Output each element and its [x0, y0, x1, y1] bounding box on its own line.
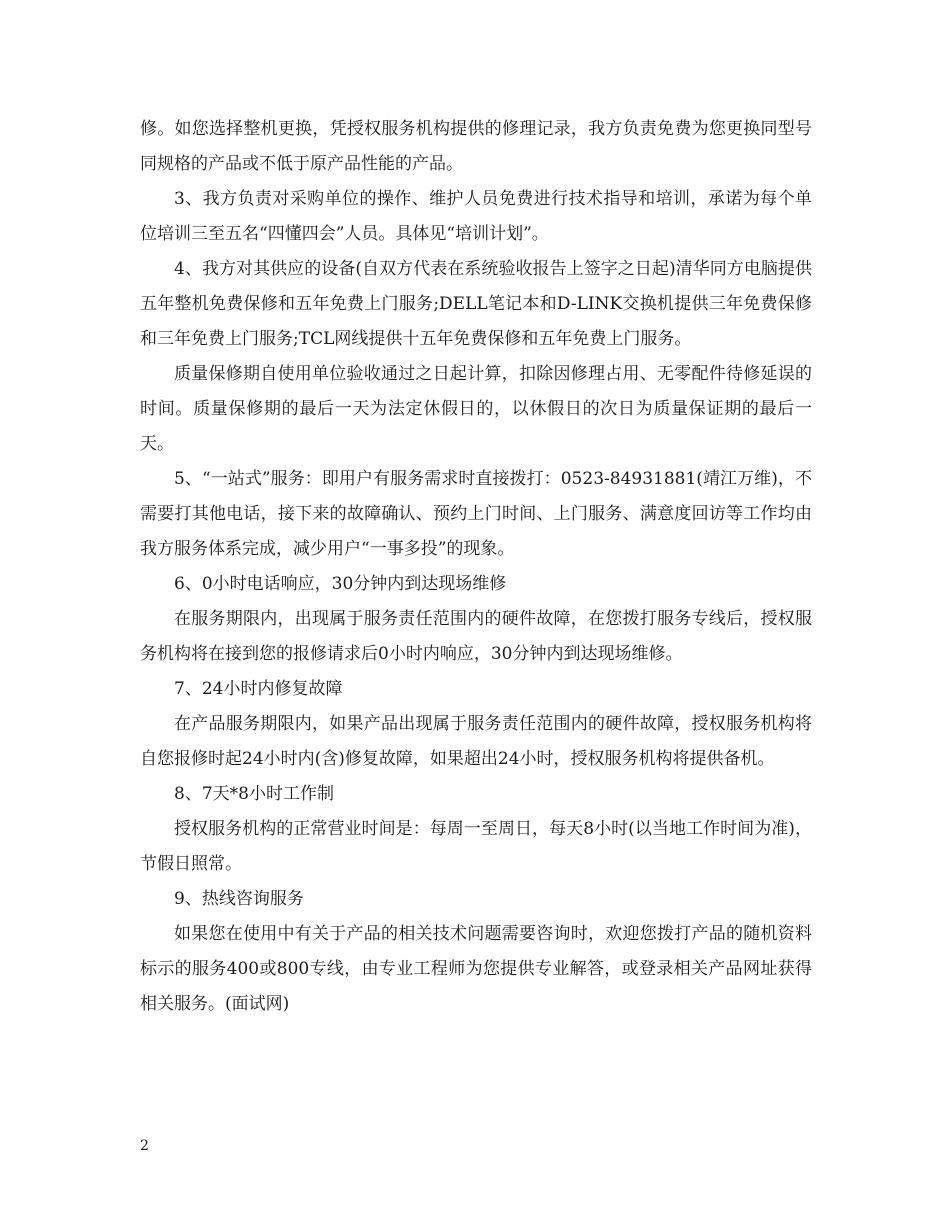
paragraph-item-3-training: 3、我方负责对采购单位的操作、维护人员免费进行技术指导和培训，承诺为每个单位培训三至五名“四懂四会”人员。具体见“培训计划”。: [140, 189, 812, 244]
paragraph-item-8-detail: 授权服务机构的正常营业时间是：每周一至周日，每天8小时(以当地工作时间为准)，节假日照常。: [140, 819, 812, 874]
paragraph-item-5-one-stop: 5、“一站式”服务：即用户有服务需求时直接拨打：0523-84931881(靖江万维)，不需要打其他电话，接下来的故障确认、预约上门时间、上门服务、满意度回访等工作均由我方服务体系完成，减少用户“一事多投”的现象。: [140, 469, 812, 559]
paragraph-item-9-detail: 如果您在使用中有关于产品的相关技术问题需要咨询时，欢迎您拨打产品的随机资料标示的服务400或800专线，由专业工程师为您提供专业解答，或登录相关产品网址获得相关服务。(面试网): [140, 924, 812, 1014]
paragraph-warranty-period: 质量保修期自使用单位验收通过之日起计算，扣除因修理占用、无零配件待修延误的时间。质量保修期的最后一天为法定休假日的，以休假日的次日为质量保证期的最后一天。: [140, 364, 812, 454]
heading-item-6-response: 6、0小时电话响应，30分钟内到达现场维修: [174, 574, 507, 594]
heading-item-9-hotline: 9、热线咨询服务: [174, 889, 304, 909]
paragraph-item-7-detail: 在产品服务期限内，如果产品出现属于服务责任范围内的硬件故障，授权服务机构将自您报修时起24小时内(含)修复故障，如果超出24小时，授权服务机构将提供备机。: [140, 714, 812, 769]
paragraph-item-6-detail: 在服务期限内，出现属于服务责任范围内的硬件故障，在您拨打服务专线后，授权服务机构将在接到您的报修请求后0小时内响应，30分钟内到达现场维修。: [140, 609, 812, 664]
paragraph-continuation: 修。如您选择整机更换，凭授权服务机构提供的修理记录，我方负责免费为您更换同型号同规格的产品或不低于原产品性能的产品。: [140, 119, 812, 174]
paragraph-item-4-warranty: 4、我方对其供应的设备(自双方代表在系统验收报告上签字之日起)清华同方电脑提供五年整机免费保修和五年免费上门服务;DELL笔记本和D-LINK交换机提供三年免费保修和三年免费上门服务;TCL网线提供十五年免费保修和五年免费上门服务。: [140, 259, 812, 349]
document-body: [140, 112, 812, 1022]
heading-item-8-hours: 8、7天*8小时工作制: [174, 784, 334, 804]
page-number: 2: [140, 1138, 149, 1154]
heading-item-7-repair: 7、24小时内修复故障: [174, 679, 343, 699]
